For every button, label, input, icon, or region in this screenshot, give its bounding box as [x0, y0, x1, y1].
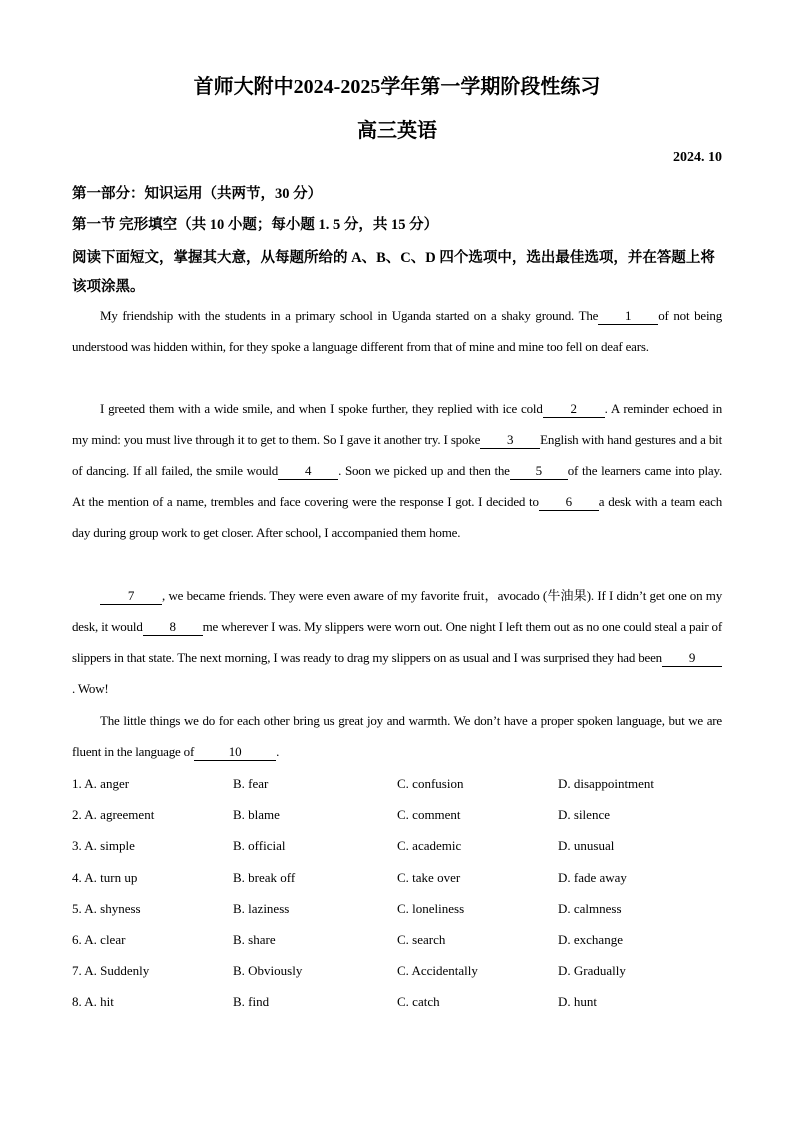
question-2-options — [72, 799, 722, 830]
option-c: C. loneliness — [397, 900, 465, 916]
option-c: C. academic — [397, 838, 462, 854]
option-c: C. Accidentally — [397, 963, 478, 979]
passage-paragraph-2: I greeted them with a wide smile, and when I spoke further, they replied with ice cold 2 . A reminder echoed in my mind: you must live through it to get to them. So I gave it another try. I spoke 3 English with hand gestures and a bit of dancing. If all failed, the smile would 4 . Soon we picked up and then the 5 of the learners came into play. At the mention of a name, trembles and face covering were the response I got. I decided to 6 a desk with a team each day during group work to get closer. After school, I accompanied them home. — [72, 401, 722, 540]
option-b: B. official — [233, 838, 286, 854]
section-heading: 第一节 完形填空（共 10 小题；每小题 1. 5 分，共 15 分） — [72, 217, 439, 233]
option-a: 3. A. simple — [72, 838, 135, 854]
option-a: 6. A. clear — [72, 931, 126, 947]
option-c: C. confusion — [397, 776, 464, 791]
blank-9: 9 — [662, 650, 722, 667]
option-c: C. take over — [397, 869, 461, 885]
option-a: 5. A. shyness — [72, 900, 141, 916]
exam-date: 2024. 10 — [673, 150, 722, 165]
option-b: B. blame — [233, 807, 280, 823]
blank-4: 4 — [278, 463, 338, 480]
option-a: 4. A. turn up — [72, 869, 138, 885]
option-a: 1. A. anger — [72, 776, 130, 791]
option-d: D. calmness — [558, 900, 622, 916]
option-b: B. share — [233, 931, 276, 947]
blank-5: 5 — [510, 463, 568, 480]
option-d: D. hunt — [558, 994, 597, 1010]
passage-paragraph-4: The little things we do for each other bring us great joy and warmth. We don’t have a proper spoken language, but we are fluent in the language of 10 . — [72, 713, 722, 759]
blank-8: 8 — [143, 619, 203, 636]
blank-7: 7 — [100, 588, 162, 605]
option-c: C. search — [397, 931, 446, 947]
answer-options — [72, 768, 722, 1018]
option-c: C. catch — [397, 994, 440, 1010]
instruction-text: 阅读下面短文，掌握其大意，从每题所给的 A、B、C、D 四个选项中，选出最佳选项，并在答题上将该项涂黑。 — [72, 250, 715, 295]
part-heading: 第一部分：知识运用（共两节，30 分） — [72, 186, 323, 202]
question-8-options — [72, 986, 722, 1017]
blank-3: 3 — [480, 432, 540, 449]
question-1-options — [72, 768, 722, 799]
option-d: D. disappointment — [558, 776, 655, 791]
question-6-options — [72, 924, 722, 955]
option-b: B. Obviously — [233, 963, 303, 979]
question-4-options — [72, 862, 722, 893]
question-3-options — [72, 830, 722, 861]
option-b: B. break off — [233, 869, 296, 885]
blank-1: 1 — [598, 308, 658, 325]
exam-subtitle: 高三英语 — [357, 120, 437, 142]
passage-paragraph-1: My friendship with the students in a primary school in Uganda started on a shaky ground. The 1 of not being understood was hidden within, for they spoke a language different from that of mine and mine too fell on deaf ears. — [72, 308, 722, 354]
passage-paragraph-3: 7 , we became friends. They were even aware of my favorite fruit，avocado (牛油果). If I didn’t get one on my desk, it would 8 me wherever I was. My slippers were worn out. One night I left them out as no one could steal a pair of slippers in that state. The next morning, I was ready to drag my slippers on as usual and I was surprised they had been 9. Wow! — [72, 588, 722, 696]
option-a: 8. A. hit — [72, 994, 114, 1010]
option-d: D. Gradually — [558, 963, 626, 979]
option-d: D. fade away — [558, 869, 627, 885]
exam-title: 首师大附中2024-2025学年第一学期阶段性练习 — [193, 76, 601, 98]
option-b: B. fear — [233, 776, 269, 791]
question-5-options — [72, 893, 722, 924]
blank-6: 6 — [539, 494, 599, 511]
option-d: D. exchange — [558, 931, 623, 947]
option-b: B. laziness — [233, 900, 290, 916]
blank-2: 2 — [543, 401, 605, 418]
option-a: 2. A. agreement — [72, 807, 155, 823]
option-d: D. silence — [558, 807, 610, 823]
option-b: B. find — [233, 994, 270, 1010]
question-7-options — [72, 955, 722, 986]
option-d: D. unusual — [558, 838, 615, 854]
option-c: C. comment — [397, 807, 461, 823]
option-a: 7. A. Suddenly — [72, 963, 150, 979]
blank-10: 10 — [194, 744, 276, 761]
